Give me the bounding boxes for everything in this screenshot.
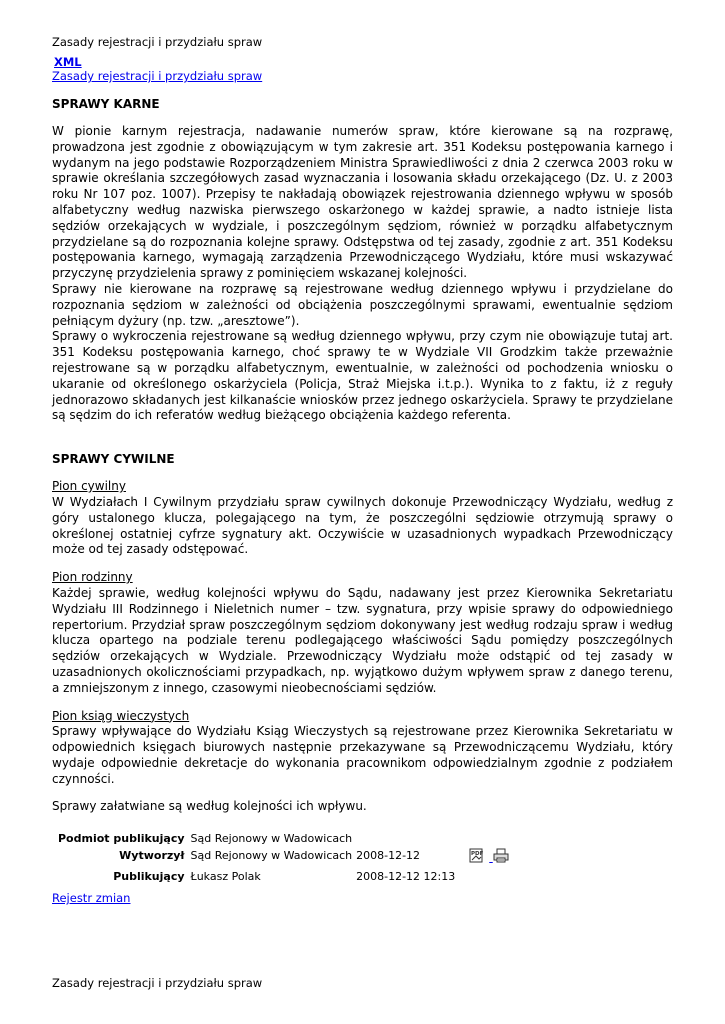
closing-text: Sprawy załatwiane są według kolejności ich wpływu.	[52, 799, 367, 814]
podmiot-value: Sąd Rejonowy w Wadowicach	[190, 832, 353, 846]
publikujacy-value: Łukasz Polak	[190, 870, 261, 884]
pion-rodzinny-text: Każdej sprawie, według kolejności wpływu do Sądu, nadawany jest przez Kierownika Sekretariatu Wydziału III Rodzinnego i Nieletnich numer – tzw. sygnatura, przy wpisie sprawy do odpowiedniego repertorium. Przydział spraw poszczególnym sędziom dokonywany jest według rodzaju spraw i według klucza opartego na podziale terenu podlegającego właściwości Sądu pomiędzy poszczególnych sędziów orzekających w Wydziale. Przewodniczący Wydziału może odstąpić od tej zasady w uzasadnionych okolicznościami przypadkach, np. wyjątkowo dużym wpływem spraw z danego terenu, a zmniejszonym z innego, czasowymi nieobecnościami sędziów.	[52, 585, 673, 695]
subheading-pion-cywilny: Pion cywilny	[52, 479, 126, 494]
subheading-pion-ksiag: Pion ksiąg wieczystych	[52, 708, 190, 723]
publikujacy-date: 2008-12-12 12:13	[356, 870, 456, 884]
publikujacy-label: Publikujący	[113, 870, 185, 884]
karne-body	[52, 124, 673, 424]
section-heading-cywilne: SPRAWY CYWILNE	[52, 452, 175, 467]
xml-link[interactable]: XML	[54, 55, 82, 69]
metadata-row	[56, 830, 515, 847]
wytworzyl-value: Sąd Rejonowy w Wadowicach	[190, 849, 353, 863]
page-footer-title: Zasady rejestracji i przydziału spraw	[52, 976, 263, 990]
metadata-row	[56, 868, 515, 885]
page-title-link[interactable]: Zasady rejestracji i przydziału spraw	[52, 69, 263, 83]
pdf-link[interactable]	[469, 851, 493, 864]
wytworzyl-label: Wytworzył	[119, 849, 185, 863]
page-header-title: Zasady rejestracji i przydziału spraw	[52, 35, 263, 49]
karne-paragraph: W pionie karnym rejestracja, nadawanie numerów spraw, które kierowane są na rozprawę, prowadzona jest zgodnie z obowiązującym w tym zakresie art. 351 Kodeksu postępowania karnego i wydanym na jego podstawie Rozporządzeniem Ministra Sprawiedliwości z dnia 2 czerwca 2003 roku w sprawie określania szczegółowych zasad wyznaczania i losowania składu orzekającego (Dz. U. z 2003 roku Nr 107 poz. 1007). Przepisy te nakładają obowiązek rejestrowania dziennego wpływu w sposób alfabetyczny według nazwiska pierwszego oskarżonego w każdej sprawie, a nadto istnieje lista sędziów orzekających w wydziale, i poszczególnym sędziom, również w porządku alfabetycznym przydzielane są do rozpoznania kolejne sprawy. Odstępstwa od tej zasady, zgodnie z art. 351 Kodeksu postępowania karnego, wymagają zarządzenia Przewodniczącego Wydziału, które musi wskazywać przyczynę przydzielenia sprawy z pominięciem wskazanej kolejności.	[52, 124, 673, 281]
print-link[interactable]	[493, 851, 513, 864]
rejestr-zmian-link[interactable]: Rejestr zmian	[52, 891, 131, 906]
pion-cywilny-text: W Wydziałach I Cywilnym przydziału spraw cywilnych dokonuje Przewodniczący Wydziału, według z góry ustalonego klucza, polegającego na tym, że poszczególni sędziowie otrzymują sprawy o określonej ostatniej cyfrze sygnatury akt. Oczywiście w uzasadnionych wypadkach Przewodniczący może od tej zasady odstępować.	[52, 494, 673, 557]
action-icons	[457, 847, 515, 868]
wytworzyl-date: 2008-12-12	[356, 849, 421, 863]
subheading-pion-rodzinny: Pion rodzinny	[52, 570, 133, 585]
pdf-icon	[469, 848, 485, 867]
article-content	[52, 96, 673, 905]
svg-text:PDF: PDF	[471, 851, 484, 858]
karne-paragraph: Sprawy nie kierowane na rozprawę są rejestrowane według dziennego wpływu i przydzielane do rozpoznania sędziom w zależności od obciążenia poszczególnymi sprawami, ewentualnie sędziom pełniącym dyżury (np. tzw. „aresztowe”).	[52, 281, 673, 328]
metadata-row	[56, 847, 515, 868]
section-heading-karne: SPRAWY KARNE	[52, 97, 160, 111]
karne-paragraph: Sprawy o wykroczenia rejestrowane są według dziennego wpływu, przy czym nie obowiązuje tutaj art. 351 Kodeksu postępowania karnego, choć sprawy te w Wydziale VII Grodzkim także przeważnie rejestrowane są w porządku alfabetycznym, ewentualnie, w zależności od pochodzenia wniosku o ukaranie od określonego oskarżyciela (Policja, Straż Miejska i.t.p.). Wynika to z faktu, iż z reguły jednorazowo składanych jest kilkanaście wniosków przez jednego oskarżyciela. Sprawy te przydzielane są sędzim do ich referatów według bieżącego obciążenia każdego referenta.	[52, 329, 673, 423]
podmiot-label: Podmiot publikujący	[58, 832, 185, 846]
metadata-table	[56, 830, 515, 885]
printer-icon	[493, 848, 509, 867]
pion-ksiag-text: Sprawy wpływające do Wydziału Ksiąg Wieczystych są rejestrowane przez Kierownika Sekretariatu w odpowiednich księgach biurowych następnie przekazywane są Przewodniczącemu Wydziału, który wydaje odpowiednie dekretacje do wykonania pracownikom odpowiedzialnym zgodnie z podziałem czynności.	[52, 724, 673, 786]
